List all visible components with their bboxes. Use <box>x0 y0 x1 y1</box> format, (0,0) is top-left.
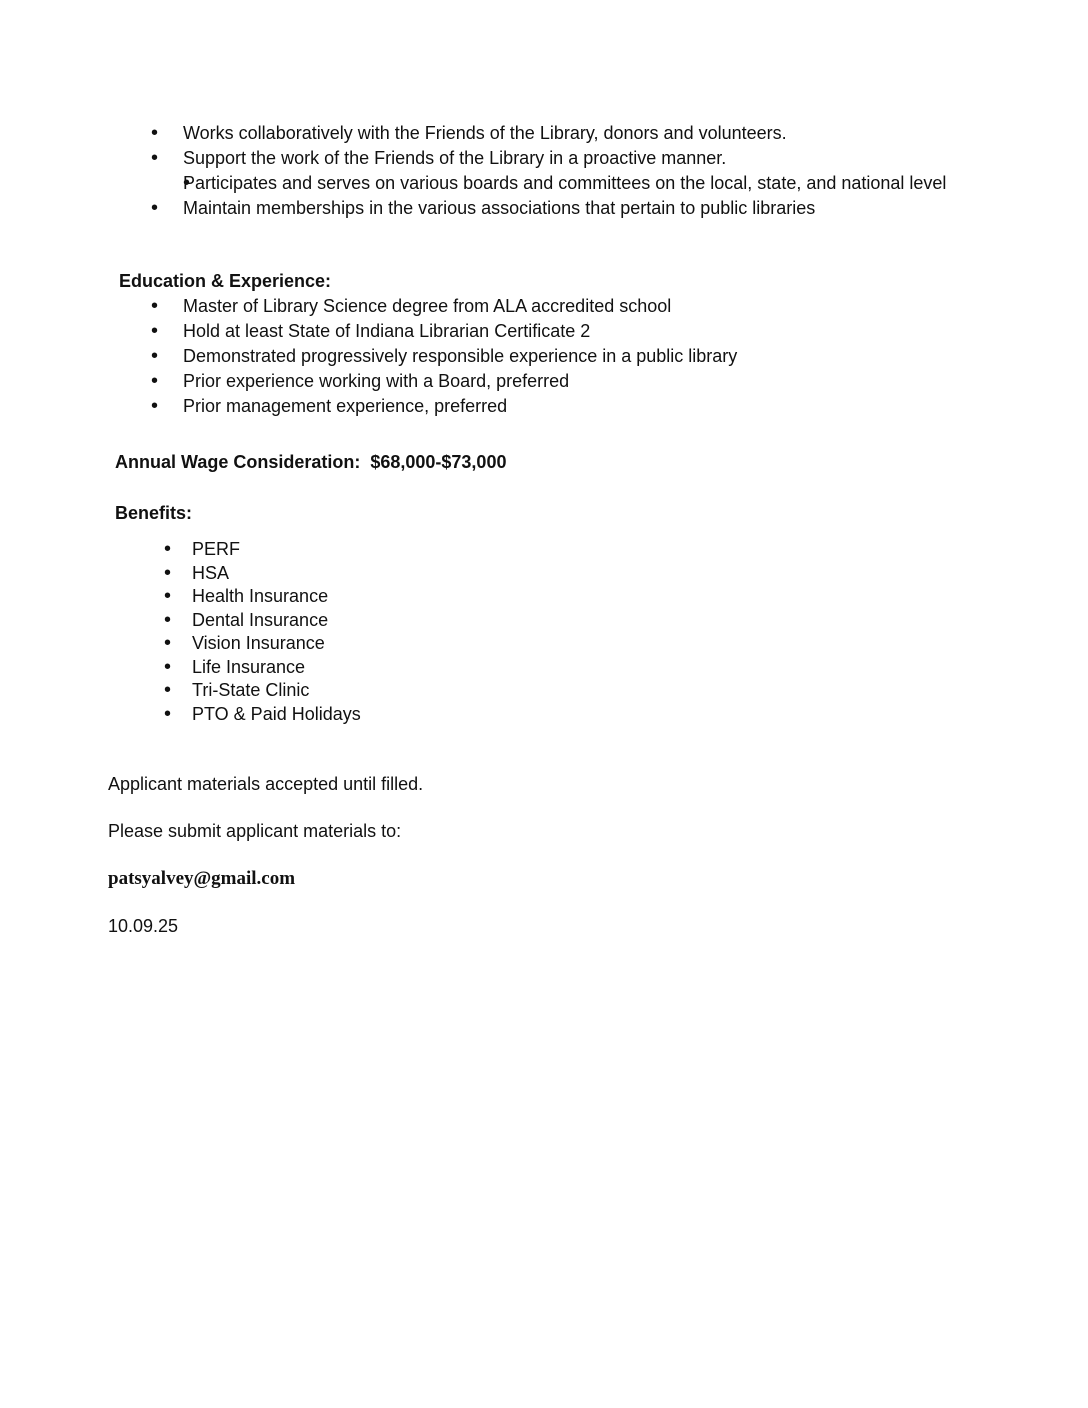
list-item: • Dental Insurance <box>164 609 564 633</box>
list-item: • Master of Library Science degree from ALA accredited school <box>151 294 971 319</box>
list-item: • Health Insurance <box>164 585 564 609</box>
list-item: • Tri-State Clinic <box>164 679 564 703</box>
list-item: • Works collaboratively with the Friends of the Library, donors and volunteers. <box>151 121 971 146</box>
list-item: • Prior management experience, preferred <box>151 394 971 419</box>
list-item: • Participates and serves on various boards and committees on the local, state, and national level <box>151 171 971 196</box>
list-item: • Vision Insurance <box>164 632 564 656</box>
submit-instructions-text: Please submit applicant materials to: <box>108 821 402 841</box>
list-item: • Life Insurance <box>164 656 564 680</box>
list-item: • Prior experience working with a Board, preferred <box>151 369 971 394</box>
benefits-list <box>164 538 564 726</box>
applications-accepted-text: Applicant materials accepted until filled. <box>108 774 424 794</box>
benefits-heading: Benefits: <box>115 503 193 523</box>
list-item: • Hold at least State of Indiana Librarian Certificate 2 <box>151 319 971 344</box>
wage-heading: Annual Wage Consideration: $68,000-$73,000 <box>115 452 507 472</box>
duties-list <box>151 121 971 221</box>
list-item: • PERF <box>164 538 564 562</box>
document-date: 10.09.25 <box>108 916 179 936</box>
list-item: • Support the work of the Friends of the Library in a proactive manner. <box>151 146 971 171</box>
list-item: • Demonstrated progressively responsible experience in a public library <box>151 344 971 369</box>
list-item: • HSA <box>164 562 564 586</box>
list-item: • Maintain memberships in the various associations that pertain to public libraries <box>151 196 971 221</box>
list-item: • PTO & Paid Holidays <box>164 703 564 727</box>
contact-email[interactable]: patsyalvey@gmail.com <box>108 868 296 889</box>
education-list <box>151 294 971 419</box>
education-heading: Education & Experience: <box>119 271 332 291</box>
